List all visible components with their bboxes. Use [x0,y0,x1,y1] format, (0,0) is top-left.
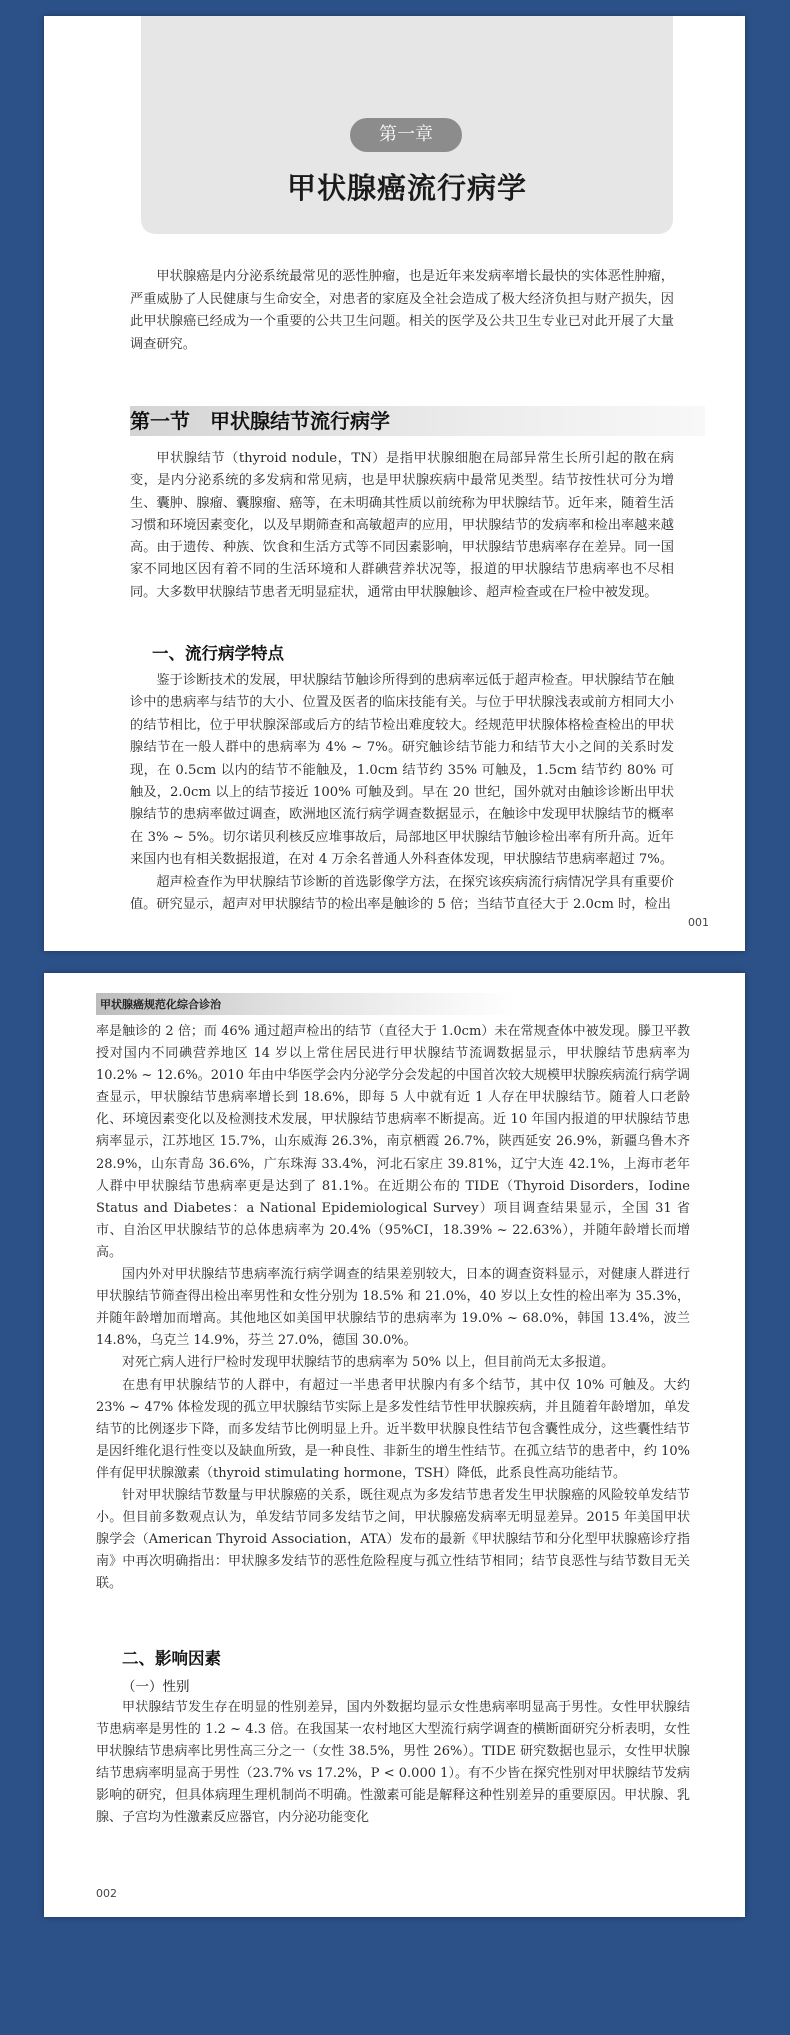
book-page-1 [44,16,745,951]
paragraph: 甲状腺结节（thyroid nodule，TN）是指甲状腺细胞在局部异常生长所引起的散在病变，是内分泌系统的多发病和常见病，也是甲状腺疾病中最常见类型。结节按性状可分为增生、囊肿、腺瘤、囊腺瘤、癌等，在未明确其性质以前统称为甲状腺结节。近年来，随着生活习惯和环境因素变化，以及早期筛查和高敏超声的应用，甲状腺结节的发病率和检出率越来越高。由于遗传、种族、饮食和生活方式等不同因素影响，甲状腺结节患病率存在差异。同一国家不同地区因有着不同的生活环境和人群碘营养状况等，报道的甲状腺结节患病率也不尽相同。大多数甲状腺结节患者无明显症状，通常由甲状腺触诊、超声检查或在尸检中被发现。 [130,451,674,600]
running-header [96,993,516,1015]
paragraph: 在患有甲状腺结节的人群中，有超过一半患者甲状腺内有多个结节，其中仅 10% 可触及。大约 23% ~ 47% 体检发现的孤立甲状腺结节实际上是多发性结节性甲状腺疾病，并且随着年龄增加，单发结节的比例逐步下降，而多发结节比例明显上升。近半数甲状腺良性结节包含囊性成分，这些囊性结节是因纤维化退行性变以及缺血所致，是一种良性、非新生的增生性结节。在孤立结节的患者中，约 10% 伴有促甲状腺激素（thyroid stimulating hormone，TSH）降低，此系良性高功能结节。 [96,1377,690,1481]
page-body [96,1021,690,1595]
section-body [130,448,674,604]
subsection-heading: 二、影响因素 [122,1649,221,1668]
paragraph: 对死亡病人进行尸检时发现甲状腺结节的患病率为 50% 以上，但目前尚无太多报道。 [122,1355,615,1371]
page-number: 002 [96,1887,117,1900]
paragraph: 国内外对甲状腺结节患病率流行病学调查的结果差别较大，日本的调查资料显示，对健康人群进行甲状腺结节筛查得出检出率男性和女性分别为 18.5% 和 21.0%，40 岁以上女性的检出率为 35.3%，并随年龄增加而增高。其他地区如美国甲状腺结节的患病率为 19.0% ~ 68.0%，韩国 13.4%，波兰 14.8%，乌克兰 14.9%，芬兰 27.0%，德国 30.0%。 [96,1267,690,1349]
paragraph: 超声检查作为甲状腺结节诊断的首选影像学方法，在探究该疾病流行病情况学具有重要价值。研究显示，超声对甲状腺结节的检出率是触诊的 5 倍；当结节直径大于 2.0cm 时，检出 [130,874,674,913]
paragraph: 鉴于诊断技术的发展，甲状腺结节触诊所得到的患病率远低于超声检查。甲状腺结节在触诊中的患病率与结节的大小、位置及医者的临床技能有关。与位于甲状腺浅表或前方相同大小的结节相比，位于甲状腺深部或后方的结节检出难度较大。经规范甲状腺体格检查检出的甲状腺结节在一般人群中的患病率为 4% ~ 7%。研究触诊结节能力和结节大小之间的关系时发现，在 0.5cm 以内的结节不能触及，1.0cm 结节约 35% 可触及，1.5cm 结节约 80% 可触及，2.0cm 以上的结节接近 100% 可触及到。早在 20 世纪，国外就对由触诊诊断出甲状腺结节的患病率做过调查，欧洲地区流行病学调查数据显示，在触诊中发现甲状腺结节的概率在 3% ~ 5%。切尔诺贝利核反应堆事故后，局部地区甲状腺结节触诊检出率有所升高。近年来国内也有相关数据报道，在对 4 万余名普通人外科查体发现，甲状腺结节患病率超过 7%。 [130,673,674,868]
book-page-2 [44,973,745,1917]
running-header-text: 甲状腺癌规范化综合诊治 [100,998,221,1011]
page-number: 001 [688,916,709,929]
subsubsection-heading: （一）性别 [122,1679,190,1695]
section-title-text: 第一节 甲状腺结节流行病学 [130,409,390,433]
subsection-body [130,670,674,916]
subsection-heading: 一、流行病学特点 [152,644,284,663]
paragraph: 针对甲状腺结节数量与甲状腺癌的关系，既往观点为多发结节患者发生甲状腺癌的风险较单发结节小。但目前多数观点认为，单发结节同多发结节之间，甲状腺癌发病率无明显差异。2015 年美国甲状腺学会（American Thyroid Association，ATA）发布的最新《甲状腺结节和分化型甲状腺癌诊疗指南》中再次明确指出：甲状腺多发结节的恶性危险程度与孤立性结节相同；结节良恶性与结节数目无关联。 [96,1487,690,1592]
paragraph: 率是触诊的 2 倍；而 46% 通过超声检出的结节（直径大于 1.0cm）未在常规查体中被发现。滕卫平教授对国内不同碘营养地区 14 岁以上常住居民进行甲状腺结节流调数据显示，甲状腺结节患病率为 10.2% ~ 12.6%。2010 年由中华医学会内分泌学分会发起的中国首次较大规模甲状腺疾病流行病学调查显示，甲状腺结节患病率增长到 18.6%，即每 5 人中就有近 1 人存在甲状腺结节。随着人口老龄化、环境因素变化以及检测技术发展，甲状腺结节患病率不断提高。近 10 年国内报道的甲状腺结节患病率显示，江苏地区 15.7%，山东威海 26.3%，南京栖霞 26.7%，陕西延安 26.9%，新疆乌鲁木齐 28.9%，山东青岛 36.6%，广东珠海 33.4%，河北石家庄 39.81%，辽宁大连 42.1%，上海市老年人群中甲状腺结节患病率更是达到了 81.1%。在近期公布的 TIDE（Thyroid Disorders，Iodine Status and Diabetes：a National Epidemiological Survey）项目调查结果显示，全国 31 省市、自治区甲状腺结节的总体患病率为 20.4%（95%CI，18.39% ~ 22.63%），并随年龄增长而增高。 [96,1024,690,1260]
subsection-body [96,1697,690,1830]
chapter-badge: 第一章 [350,118,462,152]
chapter-title: 甲状腺癌流行病学 [286,171,527,205]
intro-paragraph: 甲状腺癌是内分泌系统最常见的恶性肿瘤，也是近年来发病率增长最快的实体恶性肿瘤，严重威胁了人民健康与生命安全，对患者的家庭及全社会造成了极大经济负担与财产损失，因此甲状腺癌已经成为一个重要的公共卫生问题。相关的医学及公共卫生专业已对此开展了大量调查研究。 [130,269,674,352]
section-heading [130,406,705,436]
chapter-intro [130,266,674,356]
chapter-banner [141,16,673,234]
paragraph: 甲状腺结节发生存在明显的性别差异，国内外数据均显示女性患病率明显高于男性。女性甲状腺结节患病率是男性的 1.2 ~ 4.3 倍。在我国某一农村地区大型流行病学调查的横断面研究分析表明，女性甲状腺结节患病率比男性高三分之一（女性 38.5%，男性 26%）。TIDE 研究数据也显示，女性甲状腺结节患病率明显高于男性（23.7% vs 17.2%，P < 0.000 1）。有不少皆在探究性别对甲状腺结节发病影响的研究，但具体病理生理机制尚不明确。性激素可能是解释这种性别差异的重要原因。甲状腺、乳腺、子宫均为性激素反应器官，内分泌功能变化 [96,1700,690,1826]
